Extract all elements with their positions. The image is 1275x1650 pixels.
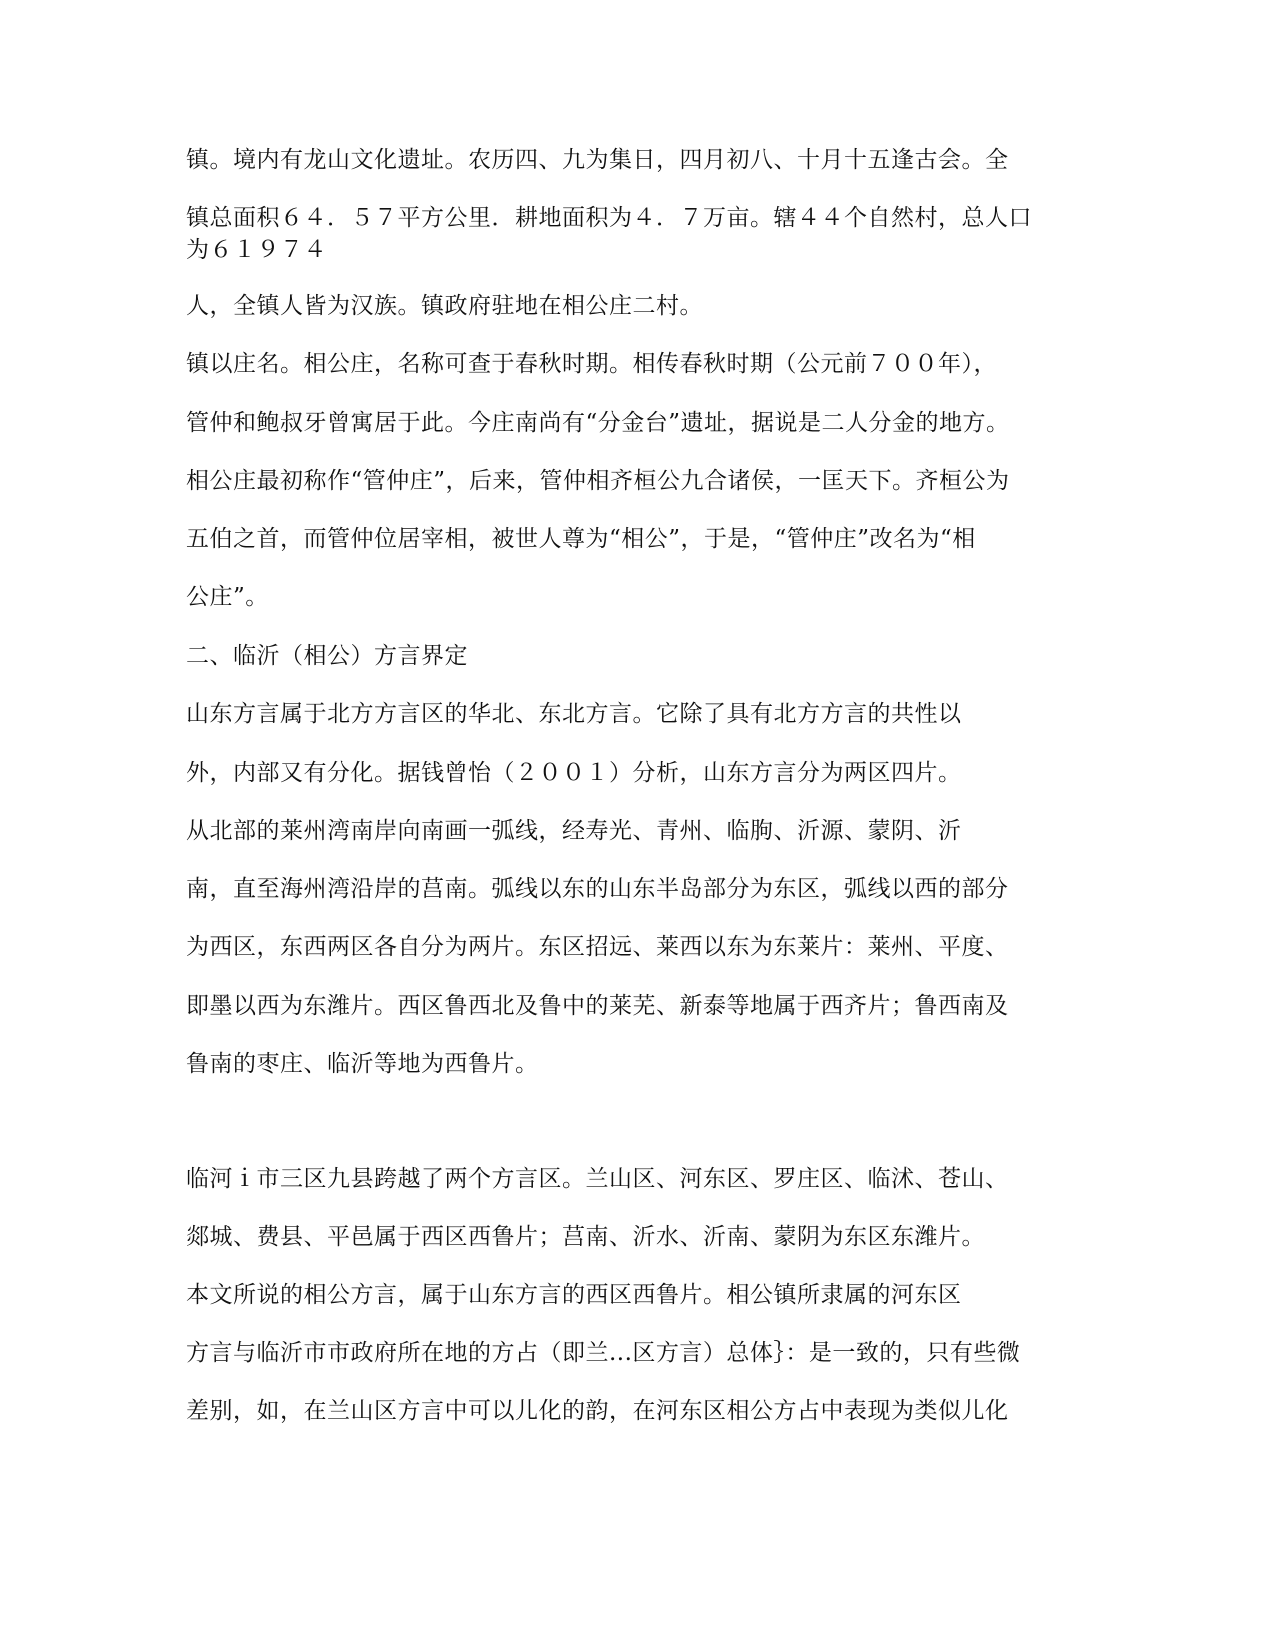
text-line: 从北部的莱州湾南岸向南画一弧线，经寿光、青州、临朐、沂源、蒙阴、沂 <box>186 818 962 844</box>
section-heading: 二、临沂（相公）方言界定 <box>186 643 468 669</box>
text-line: 差别，如，在兰山区方言中可以儿化的韵，在河东区相公方占中表现为类似儿化 <box>186 1398 1009 1424</box>
text-line: 即墨以西为东潍片。西区鲁西北及鲁中的莱芜、新泰等地属于西齐片；鲁西南及 <box>186 993 1009 1019</box>
text-line: 五伯之首，而管仲位居宰相，被世人尊为“相公”，于是，“管仲庄”改名为“相 <box>186 526 976 552</box>
text-line: 方言与临沂市市政府所在地的方占（即兰...区方言）总体｝：是一致的，只有些微 <box>186 1340 1021 1366</box>
text-line: 镇。境内有龙山文化遗址。农历四、九为集日，四月初八、十月十五逢古会。全 <box>186 147 1009 173</box>
text-line: 为６１９７４ <box>186 237 327 263</box>
text-line: 相公庄最初称作“管仲庄”，后来，管仲相齐桓公九合诸侯，一匡天下。齐桓公为 <box>186 468 1010 494</box>
text-line: 镇总面积６４．５７平方公里．耕地面积为４．７万亩。辖４４个自然村，总人口 <box>186 205 1032 231</box>
text-line: 山东方言属于北方方言区的华北、东北方言。它除了具有北方方言的共性以 <box>186 701 962 727</box>
text-line: 管仲和鲍叔牙曾寓居于此。今庄南尚有“分金台”遗址，据说是二人分金的地方。 <box>186 410 1010 436</box>
text-line: 外，内部又有分化。据钱曾怡（２００１）分析，山东方言分为两区四片。 <box>186 760 962 786</box>
text-line: 临河ｉ市三区九县跨越了两个方言区。兰山区、河东区、罗庄区、临沭、苍山、 <box>186 1166 1009 1192</box>
text-line: 为西区，东西两区各自分为两片。东区招远、莱西以东为东莱片：莱州、平度、 <box>186 934 1009 960</box>
text-line: 本文所说的相公方言，属于山东方言的西区西鲁片。相公镇所隶属的河东区 <box>186 1282 962 1308</box>
text-line: 镇以庄名。相公庄，名称可查于春秋时期。相传春秋时期（公元前７００年）， <box>186 351 997 377</box>
text-line: 南，直至海州湾沿岸的莒南。弧线以东的山东半岛部分为东区，弧线以西的部分 <box>186 876 1009 902</box>
text-line: 公庄”。 <box>186 584 269 610</box>
text-line: 人，全镇人皆为汉族。镇政府驻地在相公庄二村。 <box>186 293 703 319</box>
text-line: 鲁南的枣庄、临沂等地为西鲁片。 <box>186 1051 539 1077</box>
text-line: 郯城、费县、平邑属于西区西鲁片；莒南、沂水、沂南、蒙阴为东区东潍片。 <box>186 1224 985 1250</box>
